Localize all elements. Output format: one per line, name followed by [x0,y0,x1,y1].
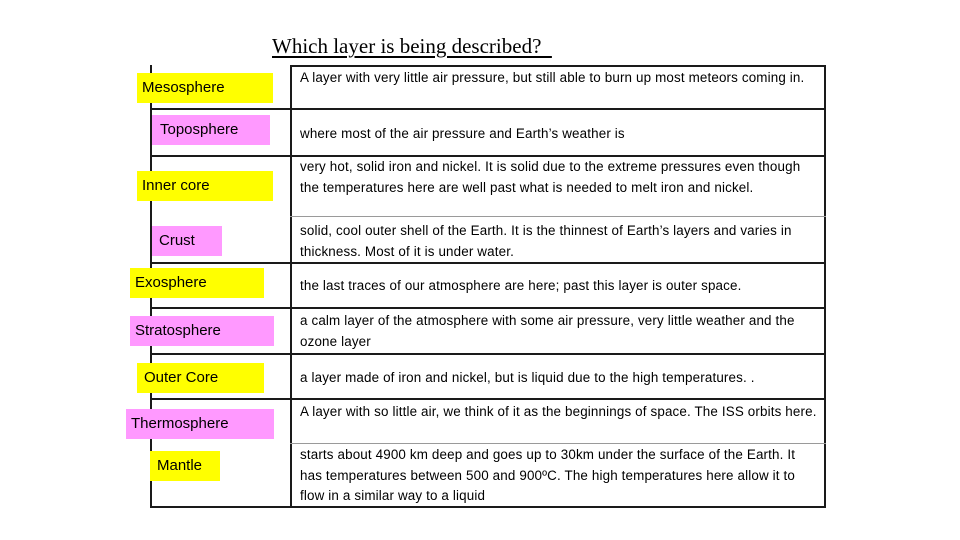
description-text: a calm layer of the atmosphere with some air pressure, very little weather and the ozone layer [300,313,795,349]
page-title: Which layer is being described? [272,34,552,58]
term-label-crust[interactable]: Crust [152,226,222,256]
term-label-toposphere[interactable]: Toposphere [152,115,270,145]
term-label-exosphere[interactable]: Exosphere [130,268,264,298]
description-text: a layer made of iron and nickel, but is liquid due to the high temperatures. . [300,370,755,385]
description-text: very hot, solid iron and nickel. It is solid due to the extreme pressures even though the temperatures here are well past what is needed to melt iron and nickel. [300,159,801,195]
row-divider [290,216,826,217]
description-text: solid, cool outer shell of the Earth. It is the thinnest of Earth’s layers and varies in thickness. Most of it is under water. [300,223,792,259]
description-text: A layer with very little air pressure, but still able to burn up most meteors coming in. [300,70,805,85]
row-divider [150,307,826,309]
term-label-inner-core[interactable]: Inner core [137,171,273,201]
term-label-stratosphere[interactable]: Stratosphere [130,316,274,346]
table-border-top [290,65,826,67]
row-divider [150,262,826,264]
table-border-right [824,65,826,508]
term-label-outer-core[interactable]: Outer Core [137,363,264,393]
term-label-mantle[interactable]: Mantle [150,451,220,481]
term-label-thermosphere[interactable]: Thermosphere [126,409,274,439]
description-text: A layer with so little air, we think of it as the beginnings of space. The ISS orbits here. [300,404,817,419]
description-text: starts about 4900 km deep and goes up to 30km under the surface of the Earth. It has temperatures between 500 and 900ºC. The high temperatures here allow it to flow in a similar way to a liquid [300,447,796,503]
row-divider [290,443,826,444]
row-divider [150,353,826,355]
row-divider [150,398,826,400]
description-text: where most of the air pressure and Earth’s weather is [300,126,625,141]
term-label-mesosphere[interactable]: Mesosphere [137,73,273,103]
description-text: the last traces of our atmosphere are here; past this layer is outer space. [300,278,742,293]
row-divider [150,108,826,110]
column-divider [290,65,292,508]
